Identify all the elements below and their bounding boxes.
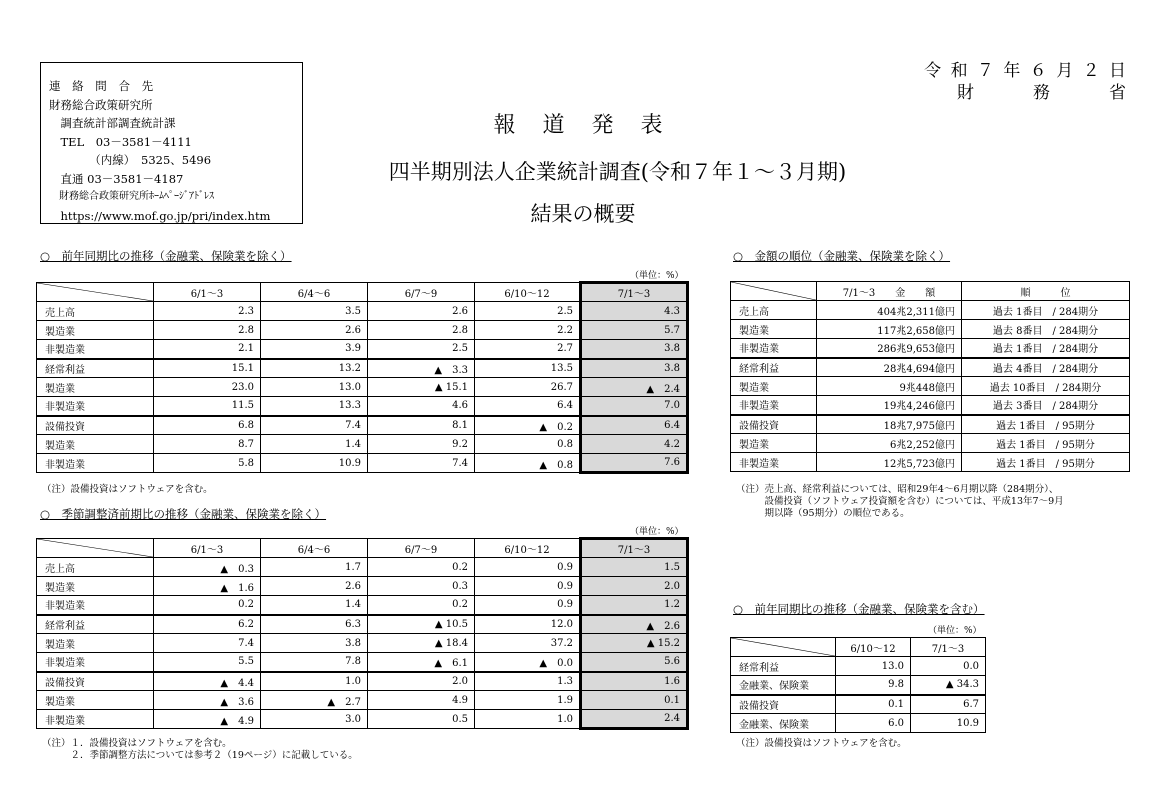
table-cell: 9.2 (368, 435, 475, 454)
table-cell: 1.4 (261, 596, 368, 615)
table-cell: 2.6 (261, 577, 368, 596)
table-cell: 0.2 (154, 596, 261, 615)
table-row (731, 358, 1130, 377)
table-row (37, 653, 688, 672)
table4-section-title: ○ 前年同期比の推移（金融業、保険業を含む） (733, 602, 985, 616)
table-cell: ▲ 0.3 (154, 558, 261, 577)
row-label: 非製造業 (731, 396, 817, 415)
table-cell: 9兆448億円 (817, 377, 962, 396)
table-cell: 37.2 (475, 634, 581, 653)
table4-unit: （単位：%） (928, 626, 982, 636)
table-cell: 6.4 (581, 416, 688, 435)
row-label: 経常利益 (37, 359, 154, 378)
table-cell: 13.5 (475, 359, 581, 378)
table-cell: 1.9 (475, 691, 581, 710)
col-header: 6/7～9 (368, 539, 475, 558)
table-cell: ▲ 2.6 (581, 615, 688, 634)
table-cell: ▲ 2.4 (581, 378, 688, 397)
date-block (924, 60, 1128, 104)
table-cell: ▲ 0.2 (475, 416, 581, 435)
table1-unit: （単位：%） (630, 271, 684, 281)
row-label: 製造業 (37, 435, 154, 454)
table-header-row (731, 282, 1130, 301)
ministry-name: 財 務 省 (957, 83, 1128, 103)
table-cell: 8.7 (154, 435, 261, 454)
table-cell: 6.0 (836, 714, 911, 733)
table-cell: 1.3 (475, 672, 581, 691)
table-cell: ▲ 0.0 (475, 653, 581, 672)
table-row (37, 359, 688, 378)
row-label: 非製造業 (37, 340, 154, 359)
table-cell: 0.9 (475, 558, 581, 577)
table-cell: 2.8 (154, 321, 261, 340)
table-cell: ▲ 3.6 (154, 691, 261, 710)
table1-note: （注）設備投資はソフトウェアを含む。 (42, 484, 213, 495)
table-cell: 7.4 (368, 454, 475, 473)
table-row (731, 695, 986, 714)
col-header: 7/1～3 (581, 539, 688, 558)
table-cell: 0.2 (368, 558, 475, 577)
contact-line: 財務総合政策研究所ﾎｰﾑﾍﾟｰｼﾞｱﾄﾞﾚｽ (49, 191, 214, 202)
table-cell: 3.8 (581, 340, 688, 359)
table-cell: ▲ 4.9 (154, 710, 261, 729)
corner-cell (731, 282, 817, 301)
table-cell: 2.0 (581, 577, 688, 596)
row-label: 非製造業 (731, 339, 817, 358)
table-row (731, 415, 1130, 434)
col-header: 7/1～3 (911, 638, 986, 657)
table-row (37, 558, 688, 577)
row-label: 金融業、保険業 (731, 714, 836, 733)
table-cell: 7.4 (261, 416, 368, 435)
row-label: 製造業 (731, 320, 817, 339)
table-cell: 9.8 (836, 676, 911, 695)
table-cell: 28兆4,694億円 (817, 358, 962, 377)
row-label: 非製造業 (37, 710, 154, 729)
table-row (731, 377, 1130, 396)
table-cell: 過去 8番目 / 284期分 (962, 320, 1130, 339)
table-row (37, 416, 688, 435)
table-cell: 2.4 (581, 710, 688, 729)
row-label: 経常利益 (731, 358, 817, 377)
row-label: 非製造業 (37, 397, 154, 416)
row-label: 非製造業 (37, 653, 154, 672)
table-cell: 3.8 (261, 634, 368, 653)
table-row (37, 710, 688, 729)
col-header: 順 位 (962, 282, 1130, 301)
table-cell: 13.0 (261, 378, 368, 397)
col-header: 7/1～3 金 額 (817, 282, 962, 301)
table-cell: 0.9 (475, 596, 581, 615)
table-row (731, 320, 1130, 339)
table-cell: ▲ 15.1 (368, 378, 475, 397)
table-cell: ▲ 2.7 (261, 691, 368, 710)
table-cell: 13.0 (836, 657, 911, 676)
row-label: 製造業 (37, 634, 154, 653)
table-header-row (731, 638, 986, 657)
table-row (37, 596, 688, 615)
table-cell: 過去 1番目 / 95期分 (962, 415, 1130, 434)
table-cell: 2.5 (368, 340, 475, 359)
table-row (731, 434, 1130, 453)
row-label: 設備投資 (37, 672, 154, 691)
table-row (37, 454, 688, 473)
table-cell: ▲ 34.3 (911, 676, 986, 695)
row-label: 設備投資 (731, 415, 817, 434)
table-cell: 404兆2,311億円 (817, 301, 962, 320)
table-header-row (37, 283, 688, 302)
table-cell: 26.7 (475, 378, 581, 397)
table-cell: 117兆2,658億円 (817, 320, 962, 339)
contact-line: 直通 03－3581－4187 (49, 171, 184, 186)
col-header: 6/10～12 (836, 638, 911, 657)
row-label: 売上高 (37, 558, 154, 577)
table-cell: 286兆9,653億円 (817, 339, 962, 358)
table-cell: 7.8 (261, 653, 368, 672)
col-header: 6/1～3 (154, 283, 261, 302)
table-cell: 2.6 (368, 302, 475, 321)
table-cell: 1.7 (261, 558, 368, 577)
table-cell: 過去 10番目 / 284期分 (962, 377, 1130, 396)
table-row (37, 691, 688, 710)
table-cell: 過去 4番目 / 284期分 (962, 358, 1130, 377)
table-cell: 0.1 (581, 691, 688, 710)
table-cell: ▲ 1.6 (154, 577, 261, 596)
table-cell: 2.8 (368, 321, 475, 340)
table-cell: 10.9 (911, 714, 986, 733)
corner-cell (37, 283, 154, 302)
yoy-table (36, 281, 689, 474)
table-row (37, 321, 688, 340)
table-cell: 5.6 (581, 653, 688, 672)
table-cell: 7.6 (581, 454, 688, 473)
table-cell: 1.4 (261, 435, 368, 454)
col-header: 6/10～12 (475, 283, 581, 302)
table-cell: 4.3 (581, 302, 688, 321)
contact-line: （内線） 5325、5496 (49, 153, 212, 167)
table-cell: 12.0 (475, 615, 581, 634)
table-cell: 0.2 (368, 596, 475, 615)
table1-section-title: ○ 前年同期比の推移（金融業、保険業を除く） (40, 249, 292, 263)
table2-note: （注）１．設備投資はソフトウェアを含む。 ２．季節調整方法については参考２（19ページ）に記載している。 (42, 738, 358, 761)
table-cell: 10.9 (261, 454, 368, 473)
table-header-row (37, 539, 688, 558)
row-label: 製造業 (37, 321, 154, 340)
row-label: 非製造業 (731, 453, 817, 472)
table-cell: 5.5 (154, 653, 261, 672)
table-cell: 0.0 (911, 657, 986, 676)
table-cell: 2.1 (154, 340, 261, 359)
table4-note: （注）設備投資はソフトウェアを含む。 (736, 738, 907, 749)
contact-line: 調査統計部調査統計課 (49, 116, 176, 130)
table-cell: 0.9 (475, 577, 581, 596)
table-row (731, 657, 986, 676)
table-cell: 過去 1番目 / 284期分 (962, 339, 1130, 358)
table-row (731, 396, 1130, 415)
table-row (37, 577, 688, 596)
table-row (37, 634, 688, 653)
table-cell: 2.6 (261, 321, 368, 340)
row-label: 売上高 (731, 301, 817, 320)
table-cell: 6.3 (261, 615, 368, 634)
table-cell: 4.6 (368, 397, 475, 416)
row-label: 製造業 (37, 691, 154, 710)
table-cell: 7.4 (154, 634, 261, 653)
table-cell: 12兆5,723億円 (817, 453, 962, 472)
table-cell: 2.3 (154, 302, 261, 321)
row-label: 非製造業 (37, 454, 154, 473)
table-cell: 23.0 (154, 378, 261, 397)
table-row (37, 615, 688, 634)
table-cell: 2.7 (475, 340, 581, 359)
table-row (37, 302, 688, 321)
col-header: 6/7～9 (368, 283, 475, 302)
table-cell: 1.5 (581, 558, 688, 577)
table-row (37, 378, 688, 397)
table-cell: ▲ 15.2 (581, 634, 688, 653)
page-subtitle: 結果の概要 (530, 202, 636, 226)
table-cell: 1.2 (581, 596, 688, 615)
table-cell: 2.2 (475, 321, 581, 340)
row-label: 経常利益 (731, 657, 836, 676)
contact-line: 連 絡 問 合 先 (49, 79, 158, 93)
table-cell: 過去 1番目 / 95期分 (962, 434, 1130, 453)
row-label: 設備投資 (731, 695, 836, 714)
table-cell: 3.0 (261, 710, 368, 729)
table-cell: 0.5 (368, 710, 475, 729)
table-cell: 6.7 (911, 695, 986, 714)
col-header: 7/1～3 (581, 283, 688, 302)
row-label: 経常利益 (37, 615, 154, 634)
row-label: 製造業 (731, 434, 817, 453)
col-header: 6/1～3 (154, 539, 261, 558)
table-cell: 6兆2,252億円 (817, 434, 962, 453)
yoy-incl-finance-table (730, 637, 986, 733)
table-row (37, 435, 688, 454)
col-header: 6/4～6 (261, 283, 368, 302)
contact-line: 財務総合政策研究所 (49, 97, 153, 112)
table-cell: 1.0 (261, 672, 368, 691)
table-cell: 11.5 (154, 397, 261, 416)
contact-url[interactable]: https://www.mof.go.jp/pri/index.htm (49, 208, 271, 223)
table-cell: ▲ 3.3 (368, 359, 475, 378)
table2-section-title: ○ 季節調整済前期比の推移（金融業、保険業を除く） (40, 507, 327, 521)
table-cell: 過去 1番目 / 95期分 (962, 453, 1130, 472)
row-label: 製造業 (37, 378, 154, 397)
table-cell: 3.8 (581, 359, 688, 378)
table-row (731, 453, 1130, 472)
table-cell: 1.6 (581, 672, 688, 691)
table-row (731, 339, 1130, 358)
row-label: 売上高 (37, 302, 154, 321)
table-cell: ▲ 10.5 (368, 615, 475, 634)
corner-cell (731, 638, 836, 657)
table-row (37, 397, 688, 416)
table-cell: 5.7 (581, 321, 688, 340)
table-cell: 8.1 (368, 416, 475, 435)
table-cell: ▲ 0.8 (475, 454, 581, 473)
table-cell: ▲ 18.4 (368, 634, 475, 653)
table-cell: 0.3 (368, 577, 475, 596)
table3-section-title: ○ 金額の順位（金融業、保険業を除く） (733, 249, 951, 263)
table-cell: 13.2 (261, 359, 368, 378)
contact-line: TEL 03－3581－4111 (49, 134, 192, 149)
table-cell: 3.9 (261, 340, 368, 359)
table-cell: 19兆4,246億円 (817, 396, 962, 415)
table-row (731, 301, 1130, 320)
table-cell: 0.1 (836, 695, 911, 714)
table-cell: ▲ 4.4 (154, 672, 261, 691)
table-cell: 13.3 (261, 397, 368, 416)
row-label: 非製造業 (37, 596, 154, 615)
table-cell: 18兆7,975億円 (817, 415, 962, 434)
row-label: 金融業、保険業 (731, 676, 836, 695)
qoq-table (36, 537, 689, 730)
ranking-table (730, 281, 1130, 472)
table-cell: 4.2 (581, 435, 688, 454)
table-cell: 6.8 (154, 416, 261, 435)
table-row (37, 340, 688, 359)
table2-unit: （単位：%） (630, 527, 684, 537)
release-date: 令 和 ７ 年 ６ 月 ２ 日 (924, 61, 1128, 81)
table-cell: 5.8 (154, 454, 261, 473)
table-cell: 0.8 (475, 435, 581, 454)
table-cell: 15.1 (154, 359, 261, 378)
table-cell: 6.4 (475, 397, 581, 416)
corner-cell (37, 539, 154, 558)
row-label: 製造業 (37, 577, 154, 596)
table-cell: 過去 3番目 / 284期分 (962, 396, 1130, 415)
table-row (37, 672, 688, 691)
col-header: 6/4～6 (261, 539, 368, 558)
table-cell: 3.5 (261, 302, 368, 321)
table-cell: 過去 1番目 / 284期分 (962, 301, 1130, 320)
row-label: 設備投資 (37, 416, 154, 435)
table3-note: （注）売上高、経常利益については、昭和29年4～6月期以降（284期分）、 設備投資（ソフトウェア投資額を含む）については、平成13年7～9月 期以降（95期分）の順位である。 (736, 484, 1064, 519)
press-release-heading: 報 道 発 表 (493, 113, 673, 138)
row-label: 製造業 (731, 377, 817, 396)
table-row (731, 714, 986, 733)
page-title: 四半期別法人企業統計調査(令和７年１～３月期) (388, 160, 847, 184)
col-header: 6/10～12 (475, 539, 581, 558)
table-cell: 4.9 (368, 691, 475, 710)
table-cell: ▲ 6.1 (368, 653, 475, 672)
table-cell: 6.2 (154, 615, 261, 634)
table-cell: 2.0 (368, 672, 475, 691)
table-cell: 2.5 (475, 302, 581, 321)
table-cell: 7.0 (581, 397, 688, 416)
table-row (731, 676, 986, 695)
table-cell: 1.0 (475, 710, 581, 729)
